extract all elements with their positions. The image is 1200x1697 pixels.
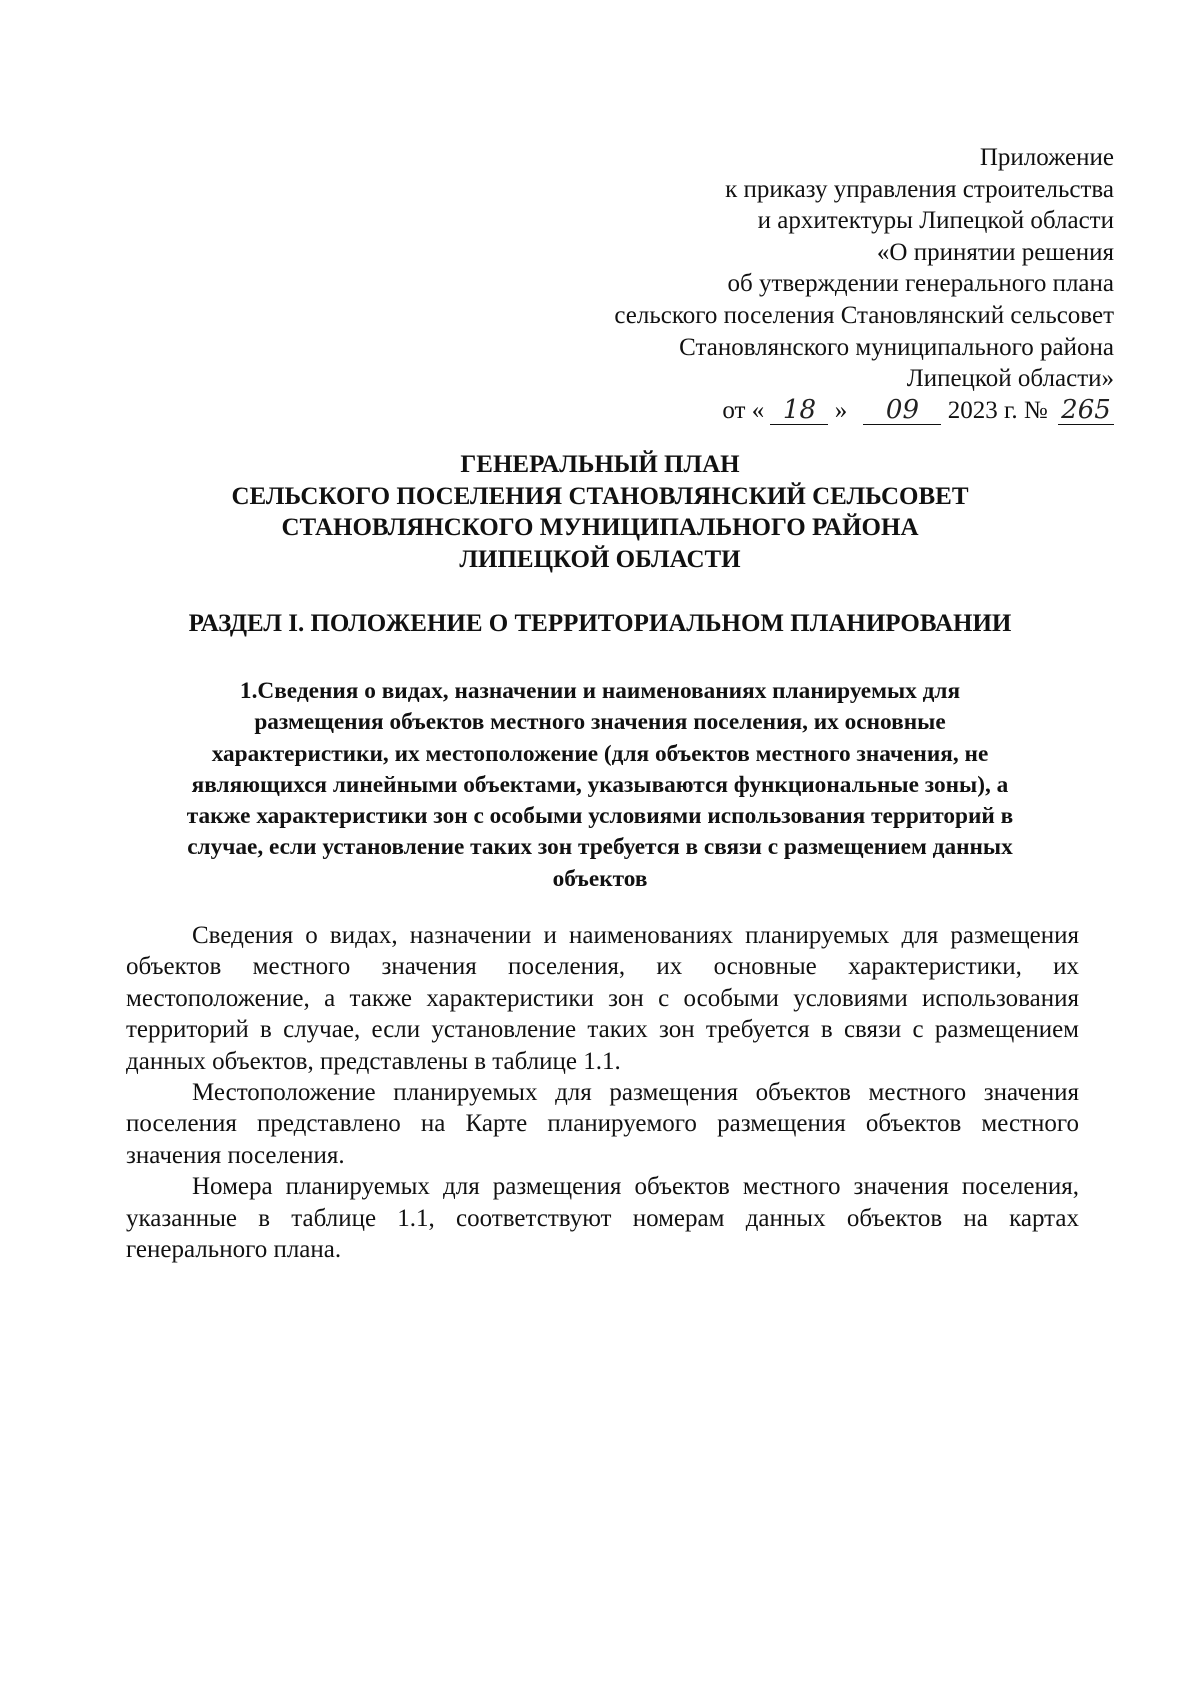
paragraph-line: местоположение, а также характеристики зон с особыми условиями использования xyxy=(126,984,1079,1012)
title-line: ГЕНЕРАЛЬНЫЙ ПЛАН xyxy=(460,451,740,478)
subsection-line: 1.Сведения о видах, назначении и наименованиях планируемых для xyxy=(239,678,961,704)
date-prefix: от « xyxy=(722,396,765,424)
appendix-line: об утверждении генерального плана xyxy=(727,270,1114,298)
paragraph-line: объектов местного значения поселения, их основные характеристики, их xyxy=(126,953,1079,981)
title-line: ЛИПЕЦКОЙ ОБЛАСТИ xyxy=(459,545,741,573)
paragraph-line: генерального плана. xyxy=(126,1236,342,1264)
subsection-line: характеристики, их местоположение (для объектов местного значения, не xyxy=(211,740,989,767)
appendix-header xyxy=(474,142,1114,426)
paragraph-line: значения поселения. xyxy=(126,1141,345,1169)
appendix-line: к приказу управления строительства xyxy=(725,175,1114,203)
subsection-line: также характеристики зон с особыми условиями использования территорий в xyxy=(186,803,1014,830)
paragraph-line: указанные в таблице 1.1, соответствуют номерам данных объектов на картах xyxy=(126,1204,1079,1232)
handwritten-order-number: 265 xyxy=(1058,396,1114,425)
appendix-line: Липецкой области» xyxy=(906,365,1114,393)
appendix-line: Приложение xyxy=(979,144,1114,171)
appendix-line: Становлянского муниципального района xyxy=(679,333,1114,361)
date-mid: » xyxy=(834,396,848,424)
subsection-line: являющихся линейными объектами, указываются функциональные зоны), а xyxy=(191,771,1009,798)
paragraph-line: территорий в случае, если установление таких зон требуется в связи с размещением xyxy=(126,1016,1079,1044)
paragraph xyxy=(126,1171,1079,1265)
section-heading: РАЗДЕЛ I. ПОЛОЖЕНИЕ О ТЕРРИТОРИАЛЬНОМ ПЛАНИРОВАНИИ xyxy=(188,610,1012,637)
title-line: СТАНОВЛЯНСКОГО МУНИЦИПАЛЬНОГО РАЙОНА xyxy=(281,514,919,541)
handwritten-month: 09 xyxy=(863,396,941,425)
paragraph xyxy=(126,1077,1079,1171)
appendix-line: «О принятии решения xyxy=(876,238,1114,266)
date-year: 2023 г. № xyxy=(947,396,1048,424)
appendix-line: и архитектуры Липецкой области xyxy=(757,207,1114,235)
paragraph-line: данных объектов, представлены в таблице 1.1. xyxy=(126,1047,621,1075)
appendix-line: сельского поселения Становлянский сельсовет xyxy=(614,301,1114,329)
subsection-line: размещения объектов местного значения поселения, их основные xyxy=(254,709,946,736)
paragraph-line: Номера планируемых для размещения объектов местного значения поселения, xyxy=(192,1173,1079,1201)
paragraph-line: Местоположение планируемых для размещения объектов местного значения xyxy=(192,1079,1079,1107)
handwritten-day: 18 xyxy=(770,396,828,425)
subsection-heading xyxy=(120,676,1080,895)
paragraph xyxy=(126,920,1079,1077)
document-title xyxy=(120,449,1080,575)
body-text xyxy=(126,920,1079,1265)
paragraph-line: поселения представлено на Карте планируемого размещения объектов местного xyxy=(126,1110,1079,1138)
order-date-line xyxy=(474,395,1114,427)
subsection-line: случае, если установление таких зон требуется в связи с размещением данных xyxy=(187,834,1013,861)
subsection-line: объектов xyxy=(552,865,648,892)
title-line: СЕЛЬСКОГО ПОСЕЛЕНИЯ СТАНОВЛЯНСКИЙ СЕЛЬСОВЕТ xyxy=(231,482,969,510)
paragraph-line: Сведения о видах, назначении и наименованиях планируемых для размещения xyxy=(192,922,1079,949)
